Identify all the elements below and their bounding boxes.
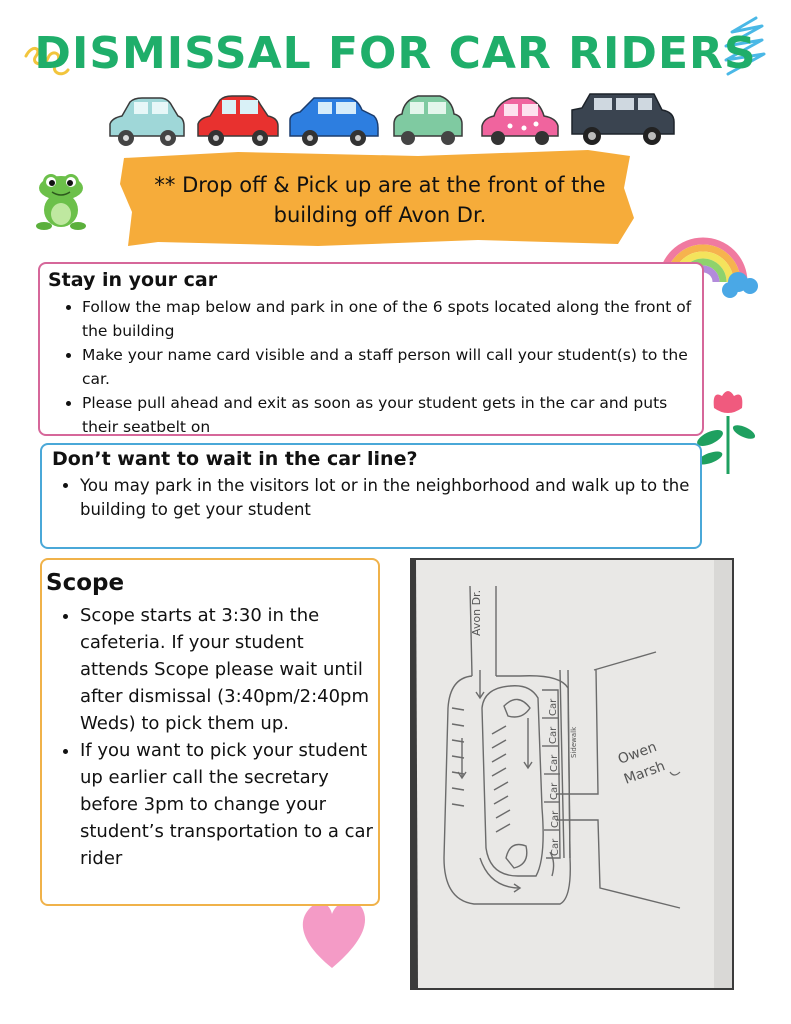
- car-icon: [394, 96, 462, 145]
- map-car-label: Car: [548, 698, 559, 716]
- stay-in-car-section: [38, 262, 704, 436]
- page-title: DISMISSAL FOR CAR RIDERS: [34, 28, 757, 79]
- scope-section: [40, 558, 380, 906]
- map-building-label: Marsh: [621, 758, 668, 788]
- frog-icon: [34, 170, 88, 232]
- section-heading: Scope: [46, 570, 125, 596]
- map-building-label: Owen: [615, 739, 659, 768]
- list-item: • If you want to pick your student up earlier call the secretary before 3pm to change your student’s transportation to a car rider: [80, 737, 374, 872]
- car-icons: [100, 92, 690, 148]
- car-icon: [290, 98, 378, 146]
- list-item: • Scope starts at 3:30 in the cafeteria. If your student attends Scope please wait until after dismissal (3:40pm/2:40pm Weds) to pick them up.: [80, 602, 374, 737]
- banner-text: ** Drop off & Pick up are at the front of the building off Avon Dr.: [154, 173, 606, 227]
- map-road-label: Avon Dr.: [470, 589, 483, 636]
- car-icon: [110, 98, 184, 146]
- car-icon: [482, 98, 558, 145]
- map-car-label: Car: [549, 754, 560, 772]
- bullet-list: [46, 602, 374, 872]
- map-car-label: Car: [548, 726, 559, 744]
- car-line-alternative-section: [40, 443, 702, 549]
- map-sidewalk-label: Sidewalk: [570, 726, 578, 758]
- bullet-list: [52, 474, 690, 522]
- car-icon: [198, 96, 278, 146]
- map-car-label: Car: [550, 838, 561, 856]
- bullet-list: [48, 295, 694, 439]
- car-icon: [572, 94, 674, 145]
- section-heading: Stay in your car: [48, 269, 218, 291]
- section-heading: Don’t want to wait in the car line?: [52, 448, 418, 470]
- map-car-label: Car: [550, 810, 561, 828]
- list-item: • Make your name card visible and a staff person will call your student(s) to the car.: [82, 343, 694, 391]
- list-item: • Follow the map below and park in one of the 6 spots located along the front of the building: [82, 295, 694, 343]
- list-item: • Please pull ahead and exit as soon as your student gets in the car and puts their seatbelt on: [82, 391, 694, 439]
- map-car-label: Car: [549, 782, 560, 800]
- list-item: • You may park in the visitors lot or in the neighborhood and walk up to the building to get your student: [80, 474, 690, 522]
- pickup-map: [410, 558, 734, 990]
